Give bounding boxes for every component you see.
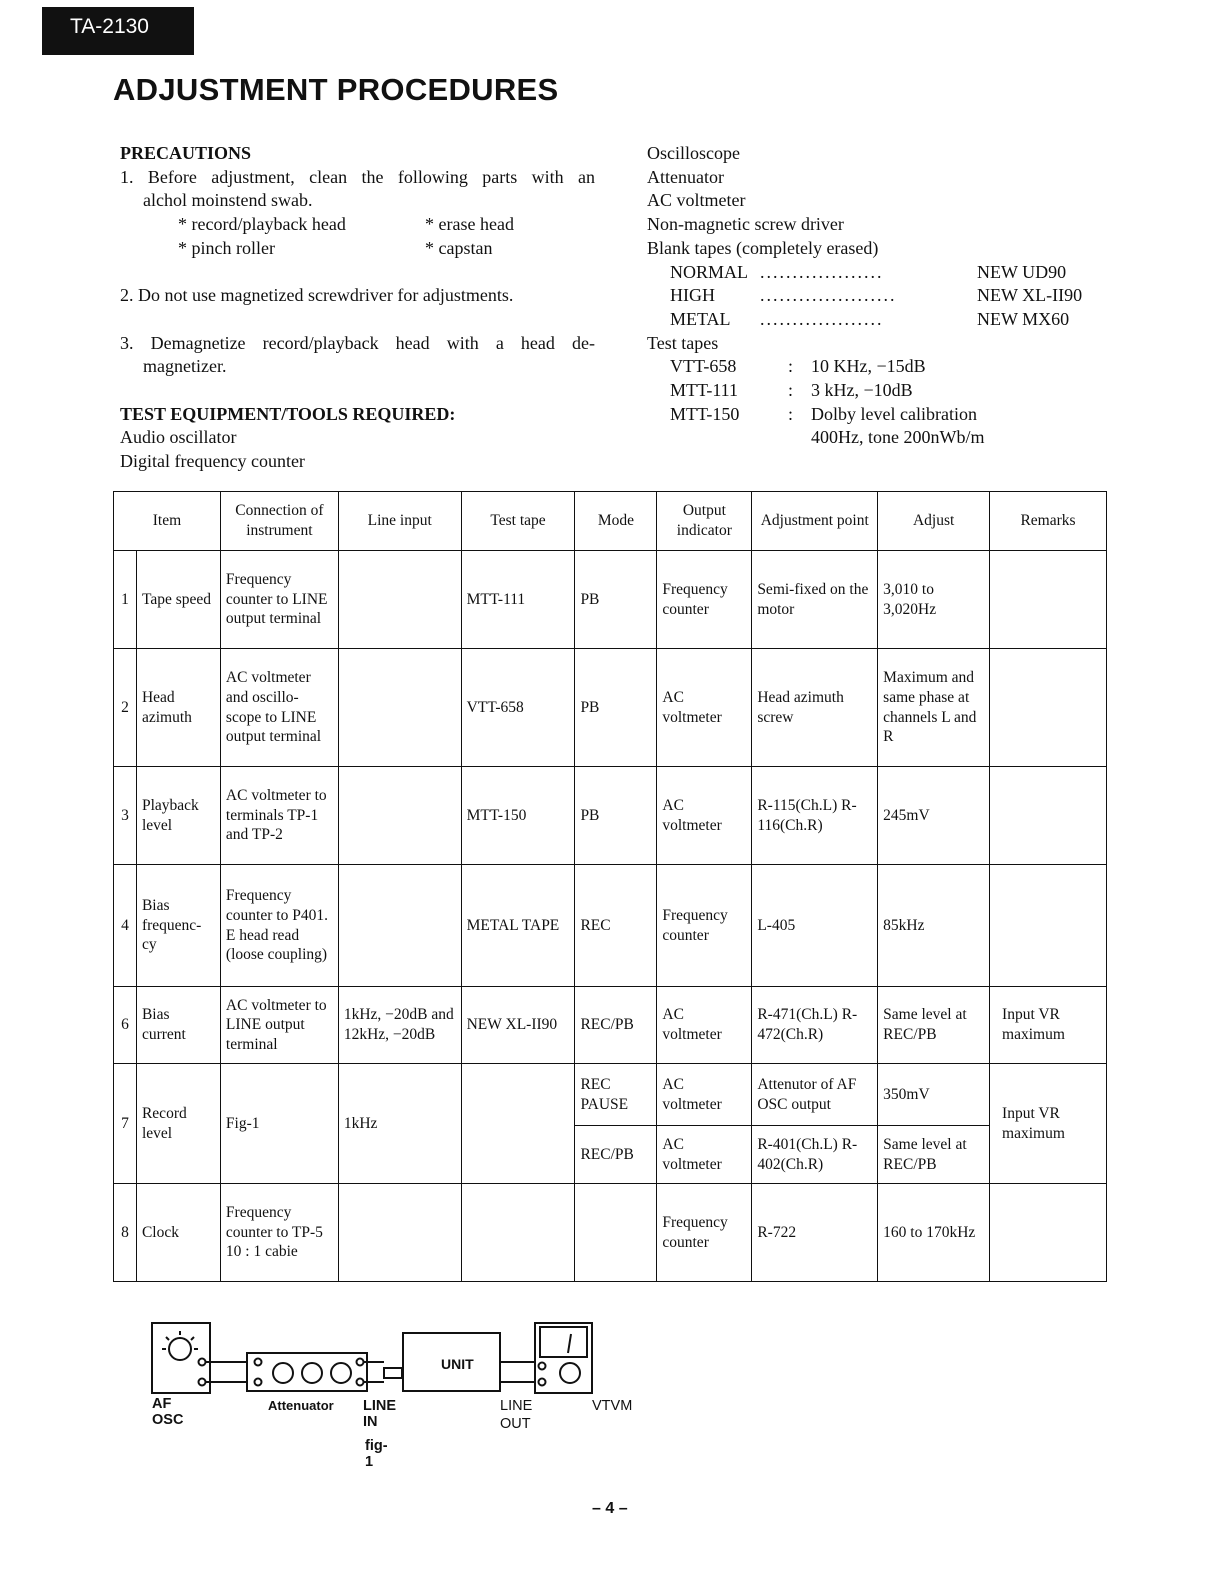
equipment-heading: TEST EQUIPMENT/TOOLS REQUIRED: xyxy=(120,403,456,424)
cell-adjust: 245mV xyxy=(878,767,990,865)
cell-mode: REC xyxy=(575,865,657,987)
tape-model: NEW XL-II90 xyxy=(977,285,1083,306)
test-tape-row xyxy=(647,426,1107,450)
leader-dots: ..................... xyxy=(760,285,897,306)
row-number: 1 xyxy=(114,551,137,649)
test-tape-code: VTT-658 xyxy=(670,356,737,377)
cell-test-tape xyxy=(461,1184,575,1282)
row-number: 7 xyxy=(114,1064,137,1184)
tape-type: NORMAL xyxy=(670,261,749,282)
cell-remarks xyxy=(990,767,1107,865)
cell-test-tape: VTT-658 xyxy=(461,649,575,767)
cell-line-input: 1kHz xyxy=(338,1064,461,1184)
cell-item: Bias current xyxy=(136,987,220,1064)
cell-remarks xyxy=(990,649,1107,767)
test-tapes-label: Test tapes xyxy=(647,332,719,353)
line-out-label-2: OUT xyxy=(500,1416,531,1432)
colon: : xyxy=(788,380,794,401)
cell-point: R-722 xyxy=(752,1184,878,1282)
cell-test-tape xyxy=(461,1064,575,1184)
cell-item: Tape speed xyxy=(136,551,220,649)
cell-mode: PB xyxy=(575,551,657,649)
cell-item: Clock xyxy=(136,1184,220,1282)
cell-item: Record level xyxy=(136,1064,220,1184)
header-test-tape: Test tape xyxy=(461,492,575,551)
table-row xyxy=(114,551,1107,649)
cell-line-input xyxy=(338,1184,461,1282)
adjustment-table xyxy=(113,491,1107,1282)
cell-output: AC voltmeter xyxy=(657,987,752,1064)
cell-output: Frequency counter xyxy=(657,551,752,649)
equipment-item: Oscilloscope xyxy=(647,143,740,163)
cell-item: Head azimuth xyxy=(136,649,220,767)
cell-mode xyxy=(575,1184,657,1282)
figure-caption: fig-1 xyxy=(365,1438,388,1470)
precaution-1-line1: 1. Before adjustment, clean the following parts with an xyxy=(120,166,595,187)
table-row xyxy=(114,767,1107,865)
cell-connection: Frequency counter to TP-5 10 : 1 cabie xyxy=(220,1184,338,1282)
header-mode: Mode xyxy=(575,492,657,551)
cell-test-tape: MTT-111 xyxy=(461,551,575,649)
test-tape-row xyxy=(647,379,1107,403)
cell-line-input xyxy=(338,649,461,767)
cell-connection: AC voltmeter to terminals TP-1 and TP-2 xyxy=(220,767,338,865)
cell-output: Frequency counter xyxy=(657,865,752,987)
blank-tape-row xyxy=(647,284,1107,308)
right-column xyxy=(647,142,1107,450)
page-number: – 4 – xyxy=(592,1500,628,1517)
cell-remarks xyxy=(990,865,1107,987)
row-number: 3 xyxy=(114,767,137,865)
cell-line-input xyxy=(338,865,461,987)
line-out-label-1: LINE xyxy=(500,1398,533,1414)
cell-point: R-401(Ch.L) R-402(Ch.R) xyxy=(752,1126,878,1184)
row-number: 4 xyxy=(114,865,137,987)
test-tape-desc: 10 KHz, −15dB xyxy=(811,356,926,377)
precaution-3-line1: 3. Demagnetize record/playback head with a head de- xyxy=(120,332,595,353)
equipment-item: Digital frequency counter xyxy=(120,451,305,472)
cell-point: L-405 xyxy=(752,865,878,987)
part-item: * capstan xyxy=(425,237,493,258)
cell-output: AC voltmeter xyxy=(657,1064,752,1126)
precautions-heading: PRECAUTIONS xyxy=(120,143,252,163)
cell-item: Playback level xyxy=(136,767,220,865)
cell-line-input: 1kHz, −20dB and 12kHz, −20dB xyxy=(338,987,461,1064)
header-remarks: Remarks xyxy=(990,492,1107,551)
parts-row-1 xyxy=(120,213,595,237)
cell-connection: AC voltmeter to LINE output terminal xyxy=(220,987,338,1064)
tape-type: METAL xyxy=(670,308,731,329)
precaution-3-line2: magnetizer. xyxy=(143,356,227,377)
attenuator-box xyxy=(247,1353,367,1391)
cell-point: Head azimuth screw xyxy=(752,649,878,767)
cell-item: Bias frequenc-cy xyxy=(136,865,220,987)
cell-remarks xyxy=(990,1184,1107,1282)
cell-mode: REC/PB xyxy=(575,1126,657,1184)
tape-type: HIGH xyxy=(670,285,715,306)
header-item: Item xyxy=(114,492,221,551)
cell-mode: PB xyxy=(575,767,657,865)
leader-dots: ................... xyxy=(760,308,884,329)
part-item: * pinch roller xyxy=(178,237,275,258)
cell-output: Frequency counter xyxy=(657,1184,752,1282)
cell-remarks: Input VR maximum xyxy=(990,1064,1107,1184)
header-output: Output indicator xyxy=(657,492,752,551)
blank-tape-row xyxy=(647,308,1107,332)
cell-mode: REC PAUSE xyxy=(575,1064,657,1126)
cell-test-tape: NEW XL-II90 xyxy=(461,987,575,1064)
tape-model: NEW MX60 xyxy=(977,308,1070,329)
cell-adjust: 85kHz xyxy=(878,865,990,987)
cell-point: R-115(Ch.L) R-116(Ch.R) xyxy=(752,767,878,865)
test-tape-desc: Dolby level calibration xyxy=(811,403,977,424)
test-tape-code: MTT-111 xyxy=(670,380,739,401)
attenuator-label: Attenuator xyxy=(268,1398,334,1413)
parts-row-2 xyxy=(120,237,595,261)
cell-mode: REC/PB xyxy=(575,987,657,1064)
test-tape-code: MTT-150 xyxy=(670,403,740,424)
table-row xyxy=(114,987,1107,1064)
table-row xyxy=(114,865,1107,987)
model-tag: TA-2130 xyxy=(42,7,194,55)
colon: : xyxy=(788,403,794,424)
colon: : xyxy=(788,356,794,377)
header-line-input: Line input xyxy=(338,492,461,551)
page-title: ADJUSTMENT PROCEDURES xyxy=(113,72,559,107)
table-row xyxy=(114,649,1107,767)
cell-mode: PB xyxy=(575,649,657,767)
table-row xyxy=(114,1184,1107,1282)
left-column xyxy=(120,142,595,474)
cell-adjust: Same level at REC/PB xyxy=(878,987,990,1064)
cell-connection: Frequency counter to P401. E head read (loose coupling) xyxy=(220,865,338,987)
cell-remarks xyxy=(990,551,1107,649)
cell-adjust: Same level at REC/PB xyxy=(878,1126,990,1184)
cell-line-input xyxy=(338,767,461,865)
equipment-item: Audio oscillator xyxy=(120,427,237,448)
test-tape-row xyxy=(647,403,1107,427)
diagram-drawing xyxy=(150,1318,630,1398)
cell-connection: Frequency counter to LINE output terminal xyxy=(220,551,338,649)
row-number: 2 xyxy=(114,649,137,767)
af-osc-dial xyxy=(169,1338,191,1360)
af-osc-label: AF OSC xyxy=(152,1396,184,1428)
test-tape-desc: 400Hz, tone 200nWb/m xyxy=(811,427,985,448)
cell-output: AC voltmeter xyxy=(657,649,752,767)
cell-adjust: 350mV xyxy=(878,1064,990,1126)
cell-adjust: 3,010 to 3,020Hz xyxy=(878,551,990,649)
tape-model: NEW UD90 xyxy=(977,261,1067,282)
leader-dots: ................... xyxy=(760,261,884,282)
cell-point: R-471(Ch.L) R-472(Ch.R) xyxy=(752,987,878,1064)
cell-adjust: 160 to 170kHz xyxy=(878,1184,990,1282)
header-connection: Connection of instrument xyxy=(220,492,338,551)
cell-point: Semi-fixed on the motor xyxy=(752,551,878,649)
cell-output: AC voltmeter xyxy=(657,767,752,865)
equipment-item: Blank tapes (completely erased) xyxy=(647,237,879,258)
header-adjustment-point: Adjustment point xyxy=(752,492,878,551)
precaution-1-line2: alchol moinstend swab. xyxy=(143,190,313,211)
table-row xyxy=(114,1064,1107,1126)
cell-remarks: Input VR maximum xyxy=(990,987,1107,1064)
row-number: 8 xyxy=(114,1184,137,1282)
line-in-label: LINE IN xyxy=(363,1398,397,1430)
blank-tape-row xyxy=(647,261,1107,285)
equipment-item: AC voltmeter xyxy=(647,190,746,211)
cell-connection: AC voltmeter and oscillo-scope to LINE output terminal xyxy=(220,649,338,767)
row-number: 6 xyxy=(114,987,137,1064)
cell-test-tape: MTT-150 xyxy=(461,767,575,865)
equipment-item: Non-magnetic screw driver xyxy=(647,214,844,235)
part-item: * erase head xyxy=(425,214,514,235)
test-tape-row xyxy=(647,355,1107,379)
cell-point: Attenutor of AF OSC output xyxy=(752,1064,878,1126)
table-header-row xyxy=(114,492,1107,551)
precaution-2: 2. Do not use magnetized screwdriver for adjustments. xyxy=(120,285,514,306)
cell-test-tape: METAL TAPE xyxy=(461,865,575,987)
vtvm-label: VTVM xyxy=(592,1398,633,1414)
unit-label: UNIT xyxy=(441,1356,474,1372)
cell-line-input xyxy=(338,551,461,649)
cell-output: AC voltmeter xyxy=(657,1126,752,1184)
equipment-item: Attenuator xyxy=(647,166,724,187)
test-tape-desc: 3 kHz, −10dB xyxy=(811,380,913,401)
cell-adjust: Maximum and same phase at channels L and R xyxy=(878,649,990,767)
header-adjust: Adjust xyxy=(878,492,990,551)
cell-connection: Fig-1 xyxy=(220,1064,338,1184)
part-item: * record/playback head xyxy=(178,214,346,235)
